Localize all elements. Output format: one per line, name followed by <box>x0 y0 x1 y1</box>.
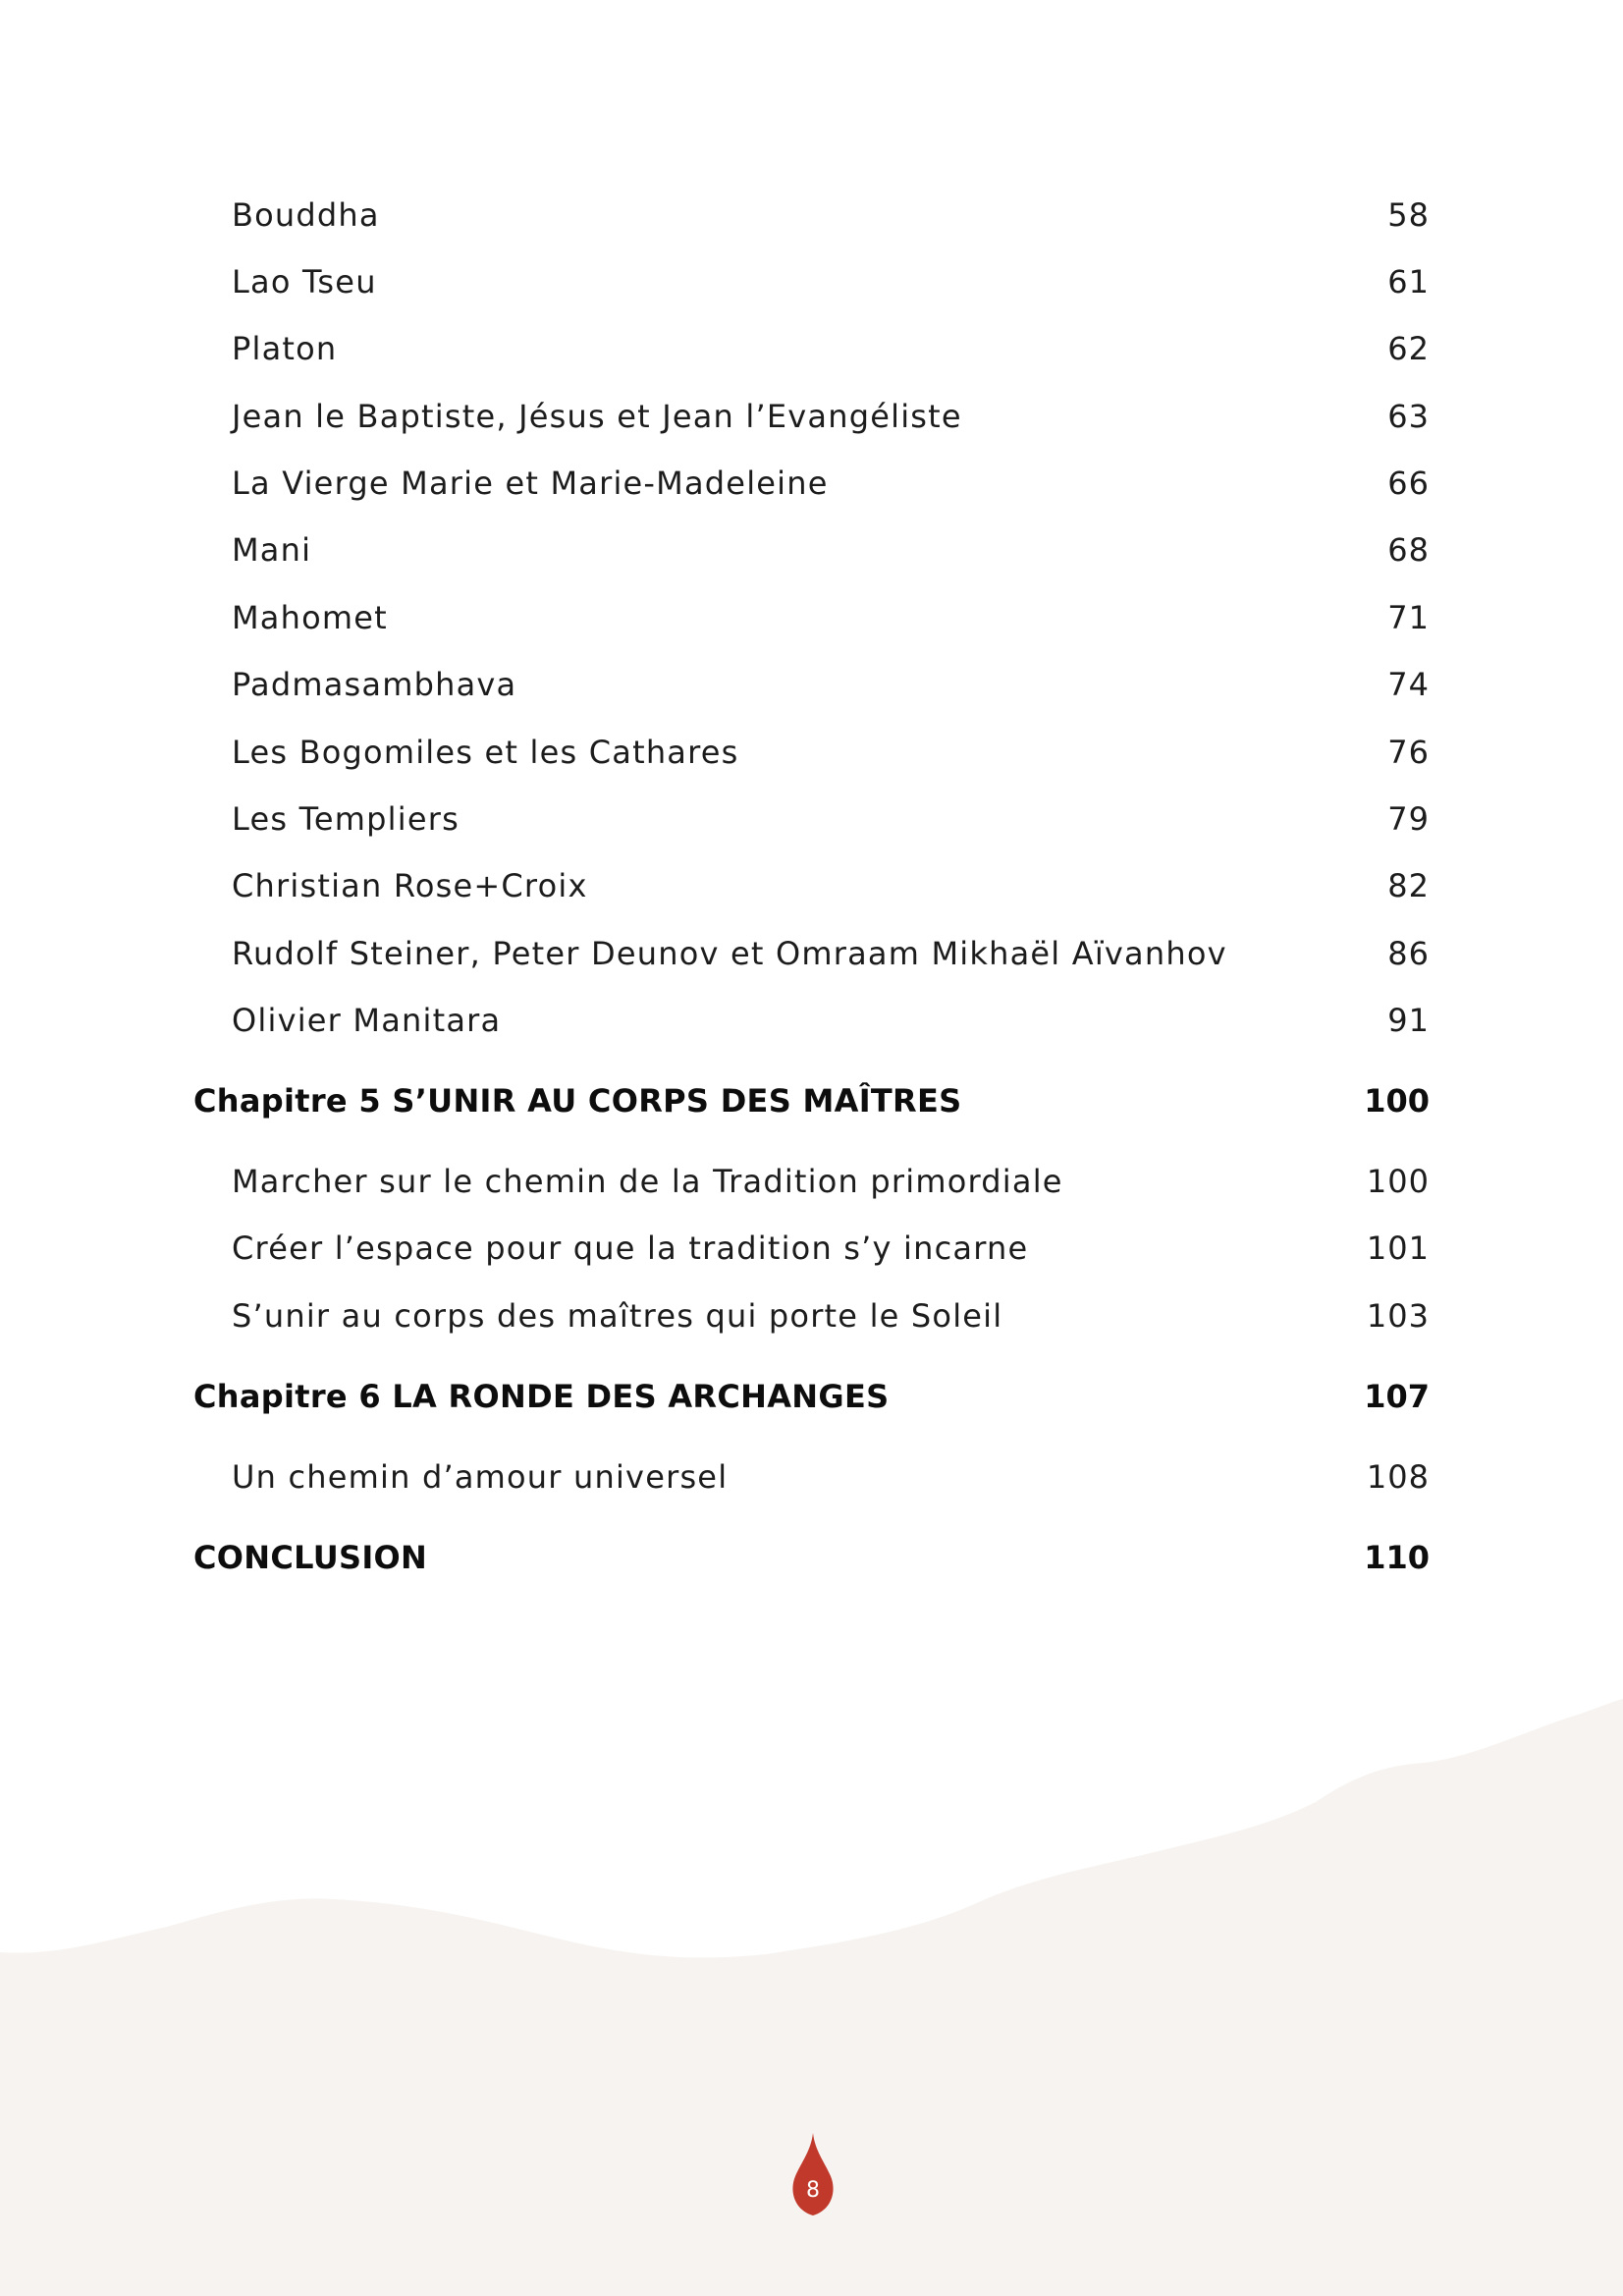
toc-entry-page: 91 <box>1387 1002 1430 1039</box>
toc-chapter-title: Chapitre 5 S’UNIR AU CORPS DES MAÎTRES <box>193 1082 962 1120</box>
toc-entry[interactable] <box>0 867 1623 926</box>
toc-entry[interactable] <box>0 599 1623 658</box>
toc-entry-page: 101 <box>1366 1230 1430 1267</box>
page-number-marker <box>791 2133 835 2217</box>
toc-entry-title: Les Bogomiles et les Cathares <box>232 734 739 771</box>
toc-entry-title: Platon <box>232 330 338 367</box>
toc-entry-page: 66 <box>1387 465 1430 502</box>
toc-entry[interactable] <box>0 1002 1623 1061</box>
toc-entry-page: 68 <box>1387 531 1430 569</box>
toc-entry[interactable] <box>0 1163 1623 1222</box>
toc-entry-title: Padmasambhava <box>232 666 517 703</box>
toc-entry-title: Mahomet <box>232 599 388 636</box>
toc-entry-title: Les Templiers <box>232 800 460 838</box>
toc-entry[interactable] <box>0 465 1623 523</box>
toc-entry-page: 100 <box>1366 1163 1430 1200</box>
page-number: 8 <box>806 2178 820 2203</box>
toc-entry[interactable] <box>0 1297 1623 1356</box>
toc-chapter-heading[interactable] <box>0 1082 1623 1141</box>
toc-entry-page: 74 <box>1387 666 1430 703</box>
toc-entry-title: Mani <box>232 531 312 569</box>
toc-entry-page: 82 <box>1387 867 1430 904</box>
toc-chapter-title: Chapitre 6 LA RONDE DES ARCHANGES <box>193 1378 890 1415</box>
toc-entry[interactable] <box>0 330 1623 389</box>
toc-entry-page: 108 <box>1366 1458 1430 1496</box>
toc-entry-title: Bouddha <box>232 196 380 234</box>
toc-entry-page: 62 <box>1387 330 1430 367</box>
toc-entry[interactable] <box>0 935 1623 994</box>
toc-entry[interactable] <box>0 263 1623 322</box>
toc-conclusion-page: 110 <box>1364 1539 1430 1576</box>
toc-entry[interactable] <box>0 1230 1623 1288</box>
toc-chapter-page: 107 <box>1364 1378 1430 1415</box>
toc-entry[interactable] <box>0 531 1623 590</box>
toc-entry-page: 79 <box>1387 800 1430 838</box>
toc-chapter-page: 100 <box>1364 1082 1430 1120</box>
drop-icon <box>791 2133 835 2217</box>
toc-entry-title: Olivier Manitara <box>232 1002 502 1039</box>
toc-entry-title: Rudolf Steiner, Peter Deunov et Omraam Mikhaël Aïvanhov <box>232 935 1227 972</box>
toc-conclusion-heading[interactable] <box>0 1539 1623 1598</box>
toc-entry[interactable] <box>0 734 1623 793</box>
toc-entry-page: 61 <box>1387 263 1430 301</box>
toc-entry[interactable] <box>0 196 1623 255</box>
toc-entry[interactable] <box>0 666 1623 725</box>
toc-entry-title: Un chemin d’amour universel <box>232 1458 729 1496</box>
toc-entry[interactable] <box>0 1458 1623 1517</box>
toc-entry-page: 71 <box>1387 599 1430 636</box>
toc-entry-page: 58 <box>1387 196 1430 234</box>
toc-chapter-heading[interactable] <box>0 1378 1623 1437</box>
toc-entry-title: S’unir au corps des maîtres qui porte le Soleil <box>232 1297 1003 1335</box>
toc-entry-page: 63 <box>1387 398 1430 435</box>
toc-entry-page: 76 <box>1387 734 1430 771</box>
toc-entry-title: Créer l’espace pour que la tradition s’y incarne <box>232 1230 1029 1267</box>
toc-entry-page: 86 <box>1387 935 1430 972</box>
toc-entry-title: Marcher sur le chemin de la Tradition primordiale <box>232 1163 1063 1200</box>
toc-entry-title: Lao Tseu <box>232 263 377 301</box>
toc-entry-title: Jean le Baptiste, Jésus et Jean l’Evangéliste <box>232 398 962 435</box>
toc-entry[interactable] <box>0 398 1623 457</box>
toc-entry-page: 103 <box>1366 1297 1430 1335</box>
toc-entry[interactable] <box>0 800 1623 859</box>
toc-entry-title: Christian Rose+Croix <box>232 867 588 904</box>
toc-conclusion-title: CONCLUSION <box>193 1539 428 1576</box>
toc-entry-title: La Vierge Marie et Marie-Madeleine <box>232 465 829 502</box>
